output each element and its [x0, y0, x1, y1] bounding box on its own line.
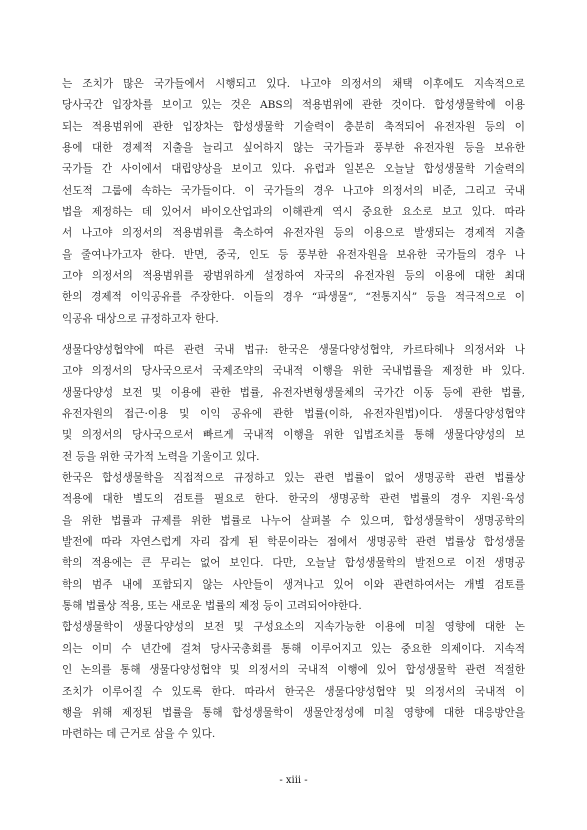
- text-line: 생물다양성 보전 및 이용에 관한 법률, 유전자변형생물체의 국가간 이동 등에 관한 법률,: [62, 386, 525, 399]
- text-line: 한국은 합성생물학을 직접적으로 규정하고 있는 관련 법률이 없어 생명공학 관련 법률상: [62, 472, 525, 485]
- text-line: 을 위한 법률과 규제를 위한 법률로 나누어 살펴볼 수 있으며, 합성생물학이 생명공학의: [62, 514, 525, 527]
- text-line: 적용에 대한 별도의 검토를 필요로 한다. 한국의 생명공학 관련 법률의 경우 지원·육성: [62, 493, 525, 506]
- text-line: 행을 위해 제정된 법률을 통해 합성생물학이 생물안정성에 미칠 영향에 대한 대응방안을: [62, 706, 525, 719]
- text-line: 인 논의를 통해 생물다양성협약 및 의정서의 국내적 이행에 있어 합성생물학 관련 적절한: [62, 664, 525, 677]
- text-line: 용에 대한 경제적 지출을 늘리고 싶어하지 않는 국가들과 풍부한 유전자원 등을 보유한: [62, 142, 525, 155]
- text-line: 국가들 간 사이에서 대립양상을 보이고 있다. 유럽과 일본은 오늘날 합성생물학 기술력의: [62, 163, 525, 176]
- text-line: 법을 제정하는 데 있어서 바이오산업과의 이해관계 역시 중요한 요소로 보고 있다. 따라: [62, 206, 525, 219]
- text-line: 한의 경제적 이익공유를 주장한다. 이들의 경우 “파생물”, “전통지식” 등을 적극적으로 이: [62, 291, 525, 304]
- text-line: 의는 이미 수 년간에 걸쳐 당사국총회를 통해 이루어지고 있는 중요한 의제이다. 지속적: [62, 642, 525, 655]
- text-line: 및 의정서의 당사국으로서 빠르게 국내적 이행을 위한 입법조치를 통해 생물다양성의 보: [62, 429, 525, 442]
- text-line: 생물다양성협약에 따른 관련 국내 법규: 한국은 생물다양성협약, 카르타헤나 의정서와 나: [62, 344, 525, 356]
- text-line: 마련하는 데 근거로 삼을 수 있다.: [62, 728, 216, 741]
- text-line: 서 나고야 의정서의 적용범위를 축소하여 유전자원 등의 이용으로 발생되는 경제적 지출: [62, 227, 525, 240]
- text-line: 학의 적용에는 큰 무리는 없어 보인다. 다만, 오늘날 합성생물학의 발전으로 이전 생명공: [62, 557, 525, 570]
- paragraph-domestic-law: [62, 340, 525, 746]
- text-line: 전 등을 위한 국가적 노력을 기울이고 있다.: [62, 450, 260, 463]
- text-line: 익공유 대상으로 규정하고자 한다.: [62, 312, 219, 325]
- text-line: 고야 의정서의 적용범위를 광범위하게 설정하여 자국의 유전자원 등의 이용에 대한 최대: [62, 270, 525, 283]
- paragraph-abs-scope: [62, 74, 525, 330]
- text-line: 는 조치가 많은 국가들에서 시행되고 있다. 나고야 의정서의 채택 이후에도 지속적으로: [62, 78, 525, 90]
- page-number: - xiii -: [279, 775, 308, 786]
- text-line: 당사국간 입장차를 보이고 있는 것은 ABS의 적용범위에 관한 것이다. 합성생물학에 이용: [62, 99, 525, 112]
- text-line: 통해 법률상 적용, 또는 새로운 법률의 제정 등이 고려되어야한다.: [62, 600, 362, 613]
- text-line: 합성생물학이 생물다양성의 보전 및 구성요소의 지속가능한 이용에 미칠 영향에 대한 논: [62, 621, 525, 634]
- text-line: 유전자원의 접근·이용 및 이익 공유에 관한 법률(이하, 유전자원법)이다. 생물다양성협약: [62, 408, 525, 421]
- text-line: 을 줄여나가고자 한다. 반면, 중국, 인도 등 풍부한 유전자원을 보유한 국가들의 경우 나: [62, 248, 525, 261]
- text-line: 학의 범주 내에 포함되지 않는 사안들이 생겨나고 있어 이와 관련하여서는 개별 검토를: [62, 578, 525, 591]
- text-line: 조치가 이루어질 수 있도록 한다. 따라서 한국은 생물다양성협약 및 의정서의 국내적 이: [62, 685, 525, 698]
- text-line: 되는 적용범위에 관한 입장차는 합성생물학 기술력이 충분히 축적되어 유전자원 등의 이: [62, 120, 525, 133]
- text-line: 발전에 따라 자연스럽게 자리 잡게 된 학문이라는 점에서 생명공학 관련 법률상 합성생물: [62, 536, 525, 549]
- text-line: 선도적 그룹에 속하는 국가들이다. 이 국가들의 경우 나고야 의정서의 비준, 그리고 국내: [62, 184, 525, 197]
- text-line: 고야 의정서의 당사국으로서 국제조약의 국내적 이행을 위한 국내법률을 제정한 바 있다.: [62, 365, 525, 378]
